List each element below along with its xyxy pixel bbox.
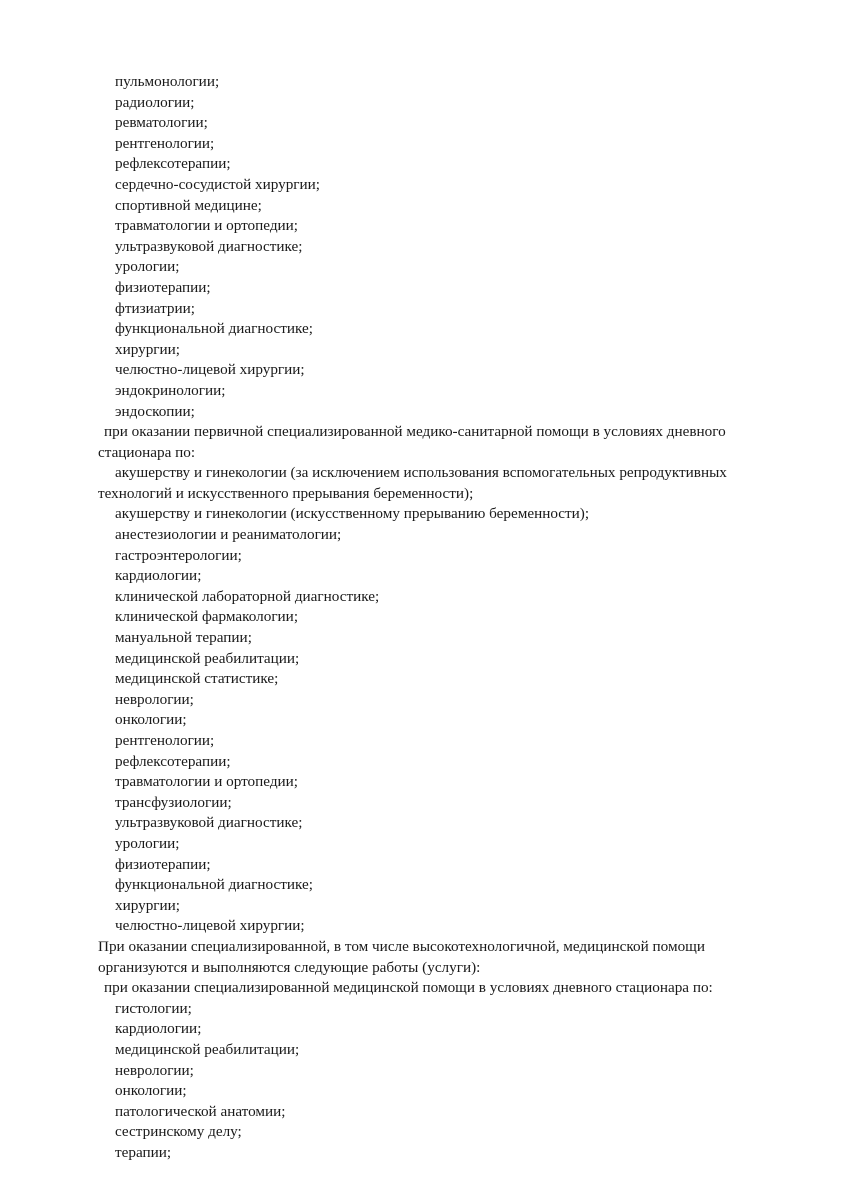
list-item: акушерству и гинекологии (искусственному прерыванию беременности); [115, 505, 590, 523]
list-item: рентгенологии; [115, 134, 215, 152]
paragraph: при оказании специализированной медицинской помощи в условиях дневного стационара по: [104, 979, 713, 997]
list-item: неврологии; [115, 1061, 194, 1079]
list-item: травматологии и ортопедии; [115, 773, 299, 791]
list-item: физиотерапии; [115, 278, 211, 296]
list-item: сестринскому делу; [115, 1123, 242, 1141]
list-item: ультразвуковой диагностике; [115, 814, 303, 832]
paragraph: акушерству и гинекологии (за исключением использования вспомогательных репродуктивных технологий и искусственного прерывания беременности); [98, 464, 731, 502]
list-item: рефлексотерапии; [115, 752, 231, 770]
list-item: радиологии; [115, 93, 195, 111]
list-item: хирургии; [115, 896, 181, 914]
list-item: урологии; [115, 834, 180, 852]
paragraph: При оказании специализированной, в том числе высокотехнологичной, медицинской помощи организуются и выполняются следующие работы (услуги): [98, 937, 709, 976]
list-item: функциональной диагностике; [115, 876, 313, 894]
list-item: анестезиологии и реаниматологии; [115, 526, 342, 544]
paragraph: при оказании первичной специализированной медико-санитарной помощи в условиях дневного стационара по: [98, 423, 730, 461]
list-item: клинической фармакологии; [115, 608, 299, 626]
list-item: урологии; [115, 258, 180, 276]
list-item: медицинской реабилитации; [115, 649, 300, 667]
list-item: эндоскопии; [115, 402, 195, 420]
list-item: неврологии; [115, 690, 194, 708]
list-item: онкологии; [115, 1082, 187, 1100]
list-item: травматологии и ортопедии; [115, 217, 299, 235]
list-item: фтизиатрии; [115, 299, 195, 317]
list-item: рентгенологии; [115, 732, 215, 749]
document-body [98, 72, 786, 1163]
list-item: медицинской реабилитации; [115, 1040, 300, 1058]
list-item: рефлексотерапии; [115, 155, 231, 173]
list-item: челюстно-лицевой хирургии; [115, 917, 305, 935]
list-item: физиотерапии; [115, 855, 211, 873]
list-item: гистологии; [115, 999, 192, 1017]
list-item: терапии; [115, 1143, 172, 1161]
list-item: функциональной диагностике; [115, 320, 313, 338]
list-item: клинической лабораторной диагностике; [115, 587, 380, 605]
list-item: пульмонологии; [115, 73, 220, 90]
list-item: медицинской статистике; [115, 670, 279, 688]
list-item: мануальной терапии; [115, 629, 252, 647]
list-item: трансфузиологии; [115, 793, 232, 811]
list-item: кардиологии; [115, 567, 202, 585]
list-item: ультразвуковой диагностике; [115, 237, 303, 255]
list-item: патологической анатомии; [115, 1102, 286, 1120]
list-item: челюстно-лицевой хирургии; [115, 361, 305, 379]
list-item: спортивной медицине; [115, 196, 262, 214]
list-item: кардиологии; [115, 1020, 202, 1038]
list-item: эндокринологии; [115, 381, 226, 399]
list-item: хирургии; [115, 340, 181, 358]
list-item: ревматологии; [115, 114, 208, 132]
list-item: гастроэнтерологии; [115, 546, 242, 564]
list-item: сердечно-сосудистой хирургии; [115, 175, 321, 193]
list-item: онкологии; [115, 711, 187, 729]
